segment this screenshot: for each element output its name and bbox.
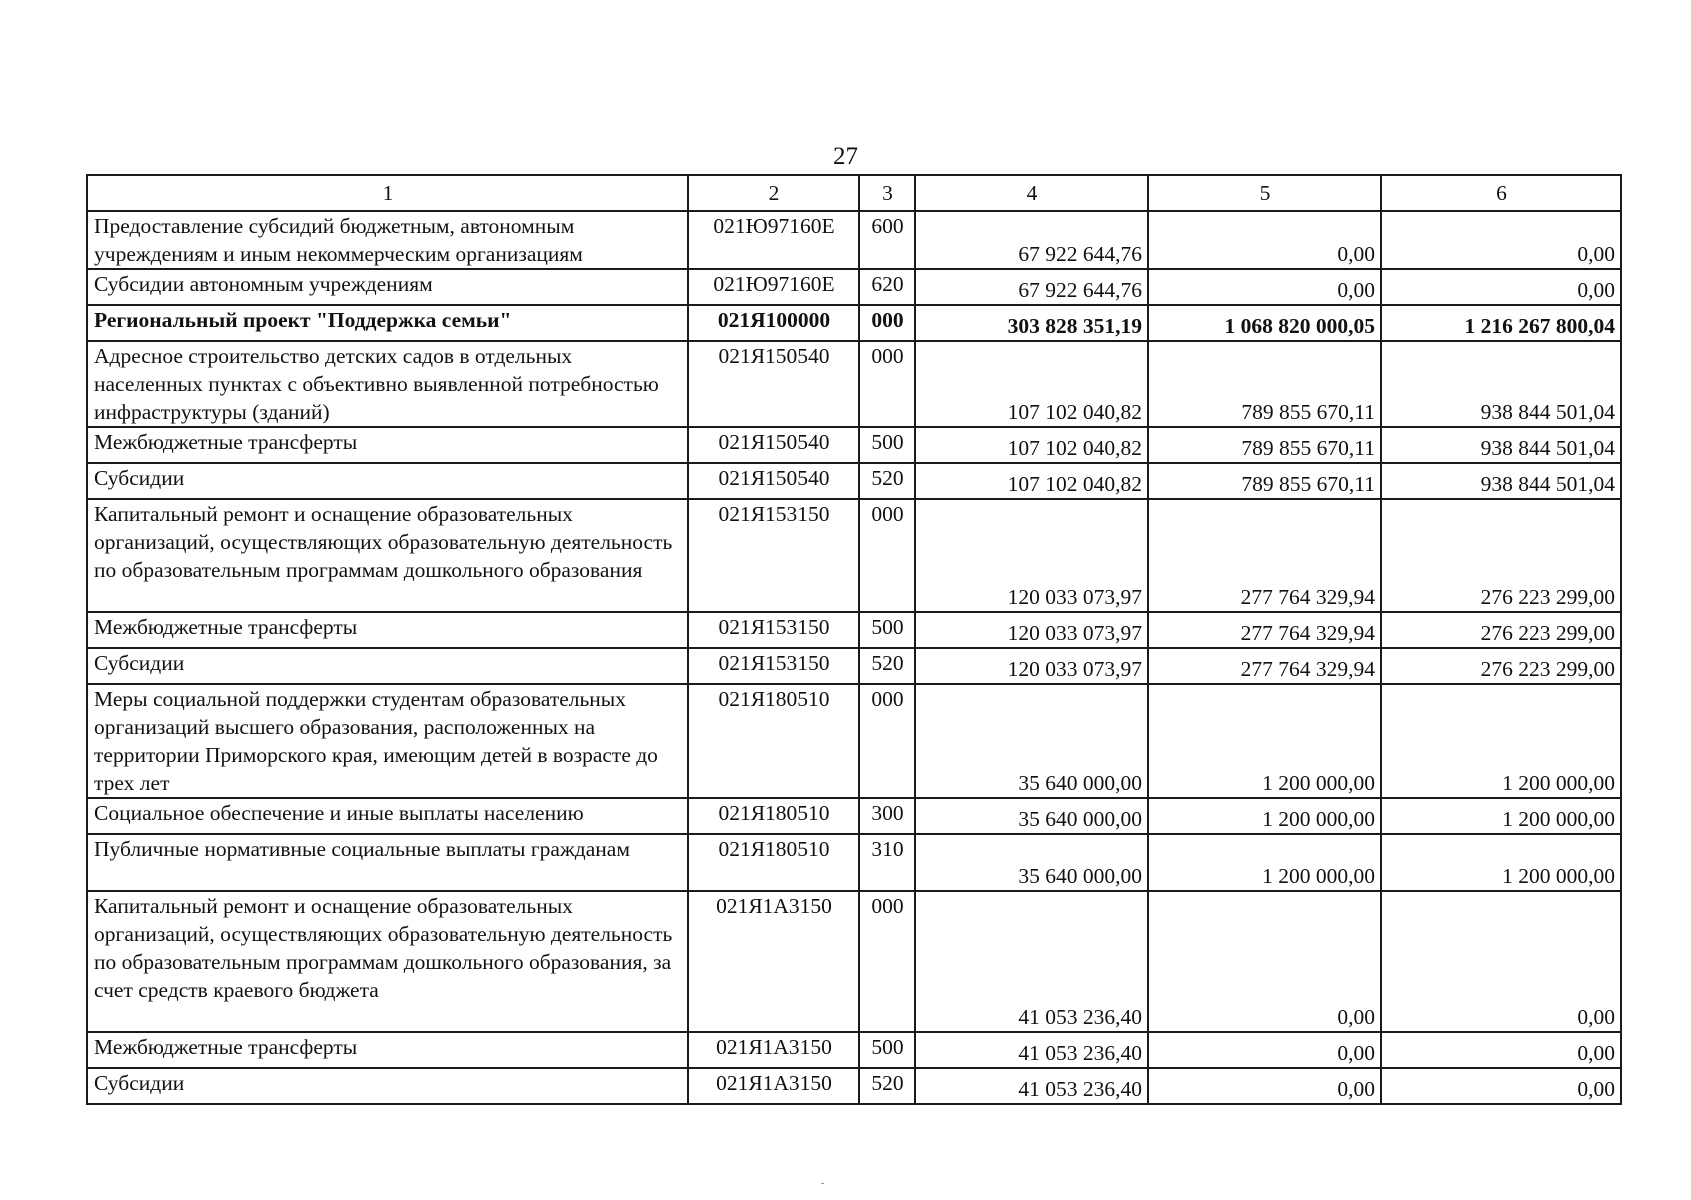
row-name: Субсидии <box>87 1068 688 1104</box>
row-expense-type: 520 <box>859 463 915 499</box>
row-code: 021Я1А3150 <box>688 1068 859 1104</box>
row-name: Региональный проект "Поддержка семьи" <box>87 305 688 341</box>
row-value-col4: 107 102 040,82 <box>915 341 1148 427</box>
row-code: 021Я100000 <box>688 305 859 341</box>
row-code: 021Я1А3150 <box>688 891 859 1032</box>
row-value-col6: 938 844 501,04 <box>1381 427 1621 463</box>
row-code: 021Я1А3150 <box>688 1032 859 1068</box>
row-expense-type: 520 <box>859 1068 915 1104</box>
table-row <box>87 648 1621 684</box>
row-expense-type: 600 <box>859 211 915 269</box>
row-name: Меры социальной поддержки студентам образовательных организаций высшего образования, расположенных на территории Приморского края, имеющим детей в возрасте до трех лет <box>87 684 688 798</box>
row-value-col4: 67 922 644,76 <box>915 211 1148 269</box>
row-value-col5: 1 200 000,00 <box>1148 834 1381 891</box>
row-name: Межбюджетные трансферты <box>87 1032 688 1068</box>
row-value-col5: 277 764 329,94 <box>1148 499 1381 612</box>
row-value-col6: 1 216 267 800,04 <box>1381 305 1621 341</box>
row-value-col4: 41 053 236,40 <box>915 891 1148 1032</box>
row-value-col4: 120 033 073,97 <box>915 648 1148 684</box>
row-code: 021Я153150 <box>688 499 859 612</box>
row-value-col4: 35 640 000,00 <box>915 684 1148 798</box>
table-row <box>87 684 1621 798</box>
table-row <box>87 499 1621 612</box>
row-name: Предоставление субсидий бюджетным, автономным учреждениям и иным некоммерческим организациям <box>87 211 688 269</box>
row-code: 021Я180510 <box>688 684 859 798</box>
column-header: 6 <box>1381 175 1621 211</box>
row-code: 021Я150540 <box>688 463 859 499</box>
row-expense-type: 300 <box>859 798 915 834</box>
row-expense-type: 000 <box>859 305 915 341</box>
table-row <box>87 463 1621 499</box>
budget-table <box>86 174 1622 1105</box>
table-row <box>87 211 1621 269</box>
row-value-col5: 789 855 670,11 <box>1148 463 1381 499</box>
table-row <box>87 427 1621 463</box>
row-value-col4: 107 102 040,82 <box>915 463 1148 499</box>
row-value-col4: 67 922 644,76 <box>915 269 1148 305</box>
row-value-col6: 276 223 299,00 <box>1381 648 1621 684</box>
table-row <box>87 891 1621 1032</box>
row-expense-type: 500 <box>859 1032 915 1068</box>
row-code: 021Я153150 <box>688 648 859 684</box>
row-value-col6: 938 844 501,04 <box>1381 341 1621 427</box>
row-value-col5: 0,00 <box>1148 891 1381 1032</box>
row-value-col6: 0,00 <box>1381 1068 1621 1104</box>
header-row <box>87 175 1621 211</box>
row-value-col4: 35 640 000,00 <box>915 798 1148 834</box>
table-row <box>87 834 1621 891</box>
row-value-col6: 276 223 299,00 <box>1381 499 1621 612</box>
row-name: Межбюджетные трансферты <box>87 427 688 463</box>
column-header: 4 <box>915 175 1148 211</box>
row-value-col5: 1 200 000,00 <box>1148 684 1381 798</box>
table-row <box>87 341 1621 427</box>
row-expense-type: 000 <box>859 341 915 427</box>
row-expense-type: 500 <box>859 427 915 463</box>
row-expense-type: 310 <box>859 834 915 891</box>
row-expense-type: 520 <box>859 648 915 684</box>
row-expense-type: 000 <box>859 499 915 612</box>
row-code: 021Ю97160Е <box>688 269 859 305</box>
row-expense-type: 000 <box>859 684 915 798</box>
row-name: Субсидии <box>87 463 688 499</box>
row-value-col5: 0,00 <box>1148 211 1381 269</box>
row-name: Капитальный ремонт и оснащение образовательных организаций, осуществляющих образовательную деятельность по образовательным программам дошкольного образования, за счет средств краевого бюджета <box>87 891 688 1032</box>
row-value-col4: 41 053 236,40 <box>915 1068 1148 1104</box>
row-value-col6: 0,00 <box>1381 269 1621 305</box>
row-code: 021Я180510 <box>688 798 859 834</box>
row-value-col5: 789 855 670,11 <box>1148 427 1381 463</box>
row-code: 021Я180510 <box>688 834 859 891</box>
row-value-col6: 938 844 501,04 <box>1381 463 1621 499</box>
row-name: Социальное обеспечение и иные выплаты населению <box>87 798 688 834</box>
row-value-col6: 1 200 000,00 <box>1381 834 1621 891</box>
row-value-col4: 120 033 073,97 <box>915 499 1148 612</box>
row-name: Публичные нормативные социальные выплаты гражданам <box>87 834 688 891</box>
row-value-col5: 1 068 820 000,05 <box>1148 305 1381 341</box>
row-value-col6: 1 200 000,00 <box>1381 684 1621 798</box>
table-row <box>87 1032 1621 1068</box>
column-header: 2 <box>688 175 859 211</box>
column-header: 1 <box>87 175 688 211</box>
scan-speck <box>821 1183 824 1184</box>
table-row <box>87 612 1621 648</box>
row-name: Субсидии <box>87 648 688 684</box>
table-row <box>87 269 1621 305</box>
row-code: 021Ю97160Е <box>688 211 859 269</box>
column-header: 3 <box>859 175 915 211</box>
row-expense-type: 000 <box>859 891 915 1032</box>
row-value-col4: 35 640 000,00 <box>915 834 1148 891</box>
row-name: Субсидии автономным учреждениям <box>87 269 688 305</box>
table-row-section <box>87 305 1621 341</box>
row-value-col5: 0,00 <box>1148 1068 1381 1104</box>
row-name: Адресное строительство детских садов в отдельных населенных пунктах с объективно выявленной потребностью инфраструктуры (зданий) <box>87 341 688 427</box>
row-value-col6: 0,00 <box>1381 1032 1621 1068</box>
row-value-col6: 1 200 000,00 <box>1381 798 1621 834</box>
row-expense-type: 500 <box>859 612 915 648</box>
table-row <box>87 798 1621 834</box>
row-name: Межбюджетные трансферты <box>87 612 688 648</box>
row-code: 021Я150540 <box>688 341 859 427</box>
row-value-col6: 276 223 299,00 <box>1381 612 1621 648</box>
row-code: 021Я150540 <box>688 427 859 463</box>
row-value-col4: 120 033 073,97 <box>915 612 1148 648</box>
page-number: 27 <box>833 143 858 170</box>
row-value-col4: 107 102 040,82 <box>915 427 1148 463</box>
row-value-col6: 0,00 <box>1381 211 1621 269</box>
column-header: 5 <box>1148 175 1381 211</box>
row-value-col5: 0,00 <box>1148 1032 1381 1068</box>
row-value-col5: 277 764 329,94 <box>1148 648 1381 684</box>
row-value-col5: 277 764 329,94 <box>1148 612 1381 648</box>
row-name: Капитальный ремонт и оснащение образовательных организаций, осуществляющих образовательную деятельность по образовательным программам дошкольного образования <box>87 499 688 612</box>
row-code: 021Я153150 <box>688 612 859 648</box>
row-value-col5: 789 855 670,11 <box>1148 341 1381 427</box>
row-value-col5: 0,00 <box>1148 269 1381 305</box>
row-value-col4: 303 828 351,19 <box>915 305 1148 341</box>
table-row <box>87 1068 1621 1104</box>
row-expense-type: 620 <box>859 269 915 305</box>
row-value-col5: 1 200 000,00 <box>1148 798 1381 834</box>
row-value-col4: 41 053 236,40 <box>915 1032 1148 1068</box>
row-value-col6: 0,00 <box>1381 891 1621 1032</box>
